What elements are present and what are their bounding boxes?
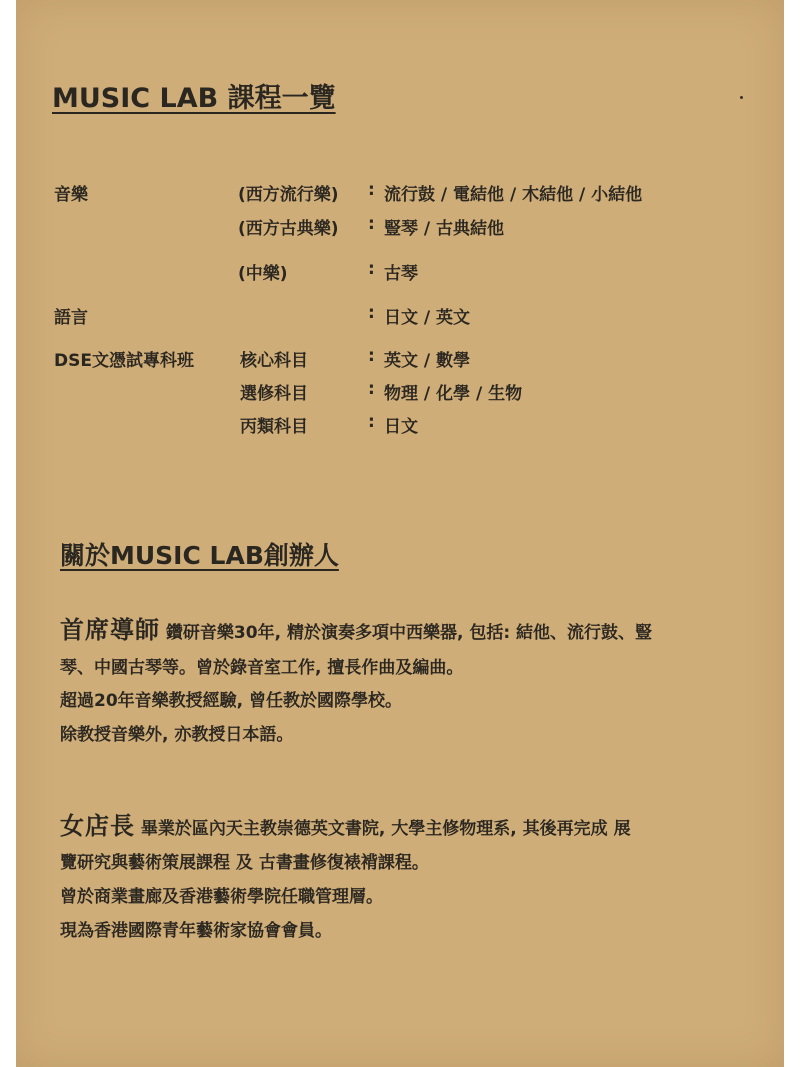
- chief-bio-line: 超過20年音樂教授經驗, 曾任教於國際學校。: [60, 691, 403, 711]
- chief-instructor-title: 首席導師: [60, 616, 160, 644]
- chief-bio-line: 除教授音樂外, 亦教授日本語。: [60, 725, 294, 745]
- course-subcategory: (中樂): [238, 264, 288, 284]
- course-subcategory: 選修科目: [240, 384, 308, 404]
- chief-bio-line: 琴、中國古琴等。曾於錄音室工作, 擅長作曲及編曲。: [60, 658, 464, 678]
- course-colon: :: [368, 180, 375, 200]
- course-subcategory: 丙類科目: [240, 417, 308, 437]
- chief-bio-text: 鑽研音樂30年, 精於演奏多項中西樂器, 包括: 結他、流行鼓、豎: [165, 623, 653, 643]
- course-colon: :: [368, 214, 375, 234]
- course-items: 日文 / 英文: [384, 308, 471, 328]
- courses-heading: MUSIC LAB 課程一覽: [52, 83, 336, 114]
- founders-heading: 關於MUSIC LAB創辦人: [60, 541, 339, 570]
- course-items: 流行鼓 / 電結他 / 木結他 / 小結他: [384, 185, 643, 205]
- paper-sheet: [16, 0, 784, 1067]
- course-colon: :: [368, 379, 375, 399]
- course-category: DSE文憑試專科班: [54, 351, 194, 371]
- manager-bio-text: 畢業於區內天主教崇德英文書院, 大學主修物理系, 其後再完成 展: [140, 819, 631, 839]
- course-subcategory: (西方古典樂): [238, 219, 339, 239]
- course-items: 物理 / 化學 / 生物: [384, 384, 523, 404]
- paper-speck: [740, 96, 743, 99]
- course-items: 日文: [384, 417, 418, 437]
- course-colon: :: [368, 259, 375, 279]
- course-items: 古琴: [384, 264, 418, 284]
- manager-bio-line: 現為香港國際青年藝術家協會會員。: [60, 921, 332, 941]
- course-colon: :: [368, 412, 375, 432]
- course-items: 英文 / 數學: [384, 351, 471, 371]
- chief-bio-line: [60, 610, 740, 645]
- manager-title: 女店長: [60, 812, 135, 840]
- course-colon: :: [368, 346, 375, 366]
- course-subcategory: (西方流行樂): [238, 185, 339, 205]
- course-subcategory: 核心科目: [240, 351, 308, 371]
- manager-bio-line: 覽研究與藝術策展課程 及 古書畫修復裱褙課程。: [60, 853, 429, 873]
- course-items: 豎琴 / 古典結他: [384, 219, 505, 239]
- course-colon: :: [368, 303, 375, 323]
- manager-bio-line: 曾於商業畫廊及香港藝術學院任職管理層。: [60, 887, 383, 907]
- manager-bio-line: [60, 806, 740, 841]
- course-category: 音樂: [54, 185, 88, 205]
- course-category: 語言: [54, 308, 88, 328]
